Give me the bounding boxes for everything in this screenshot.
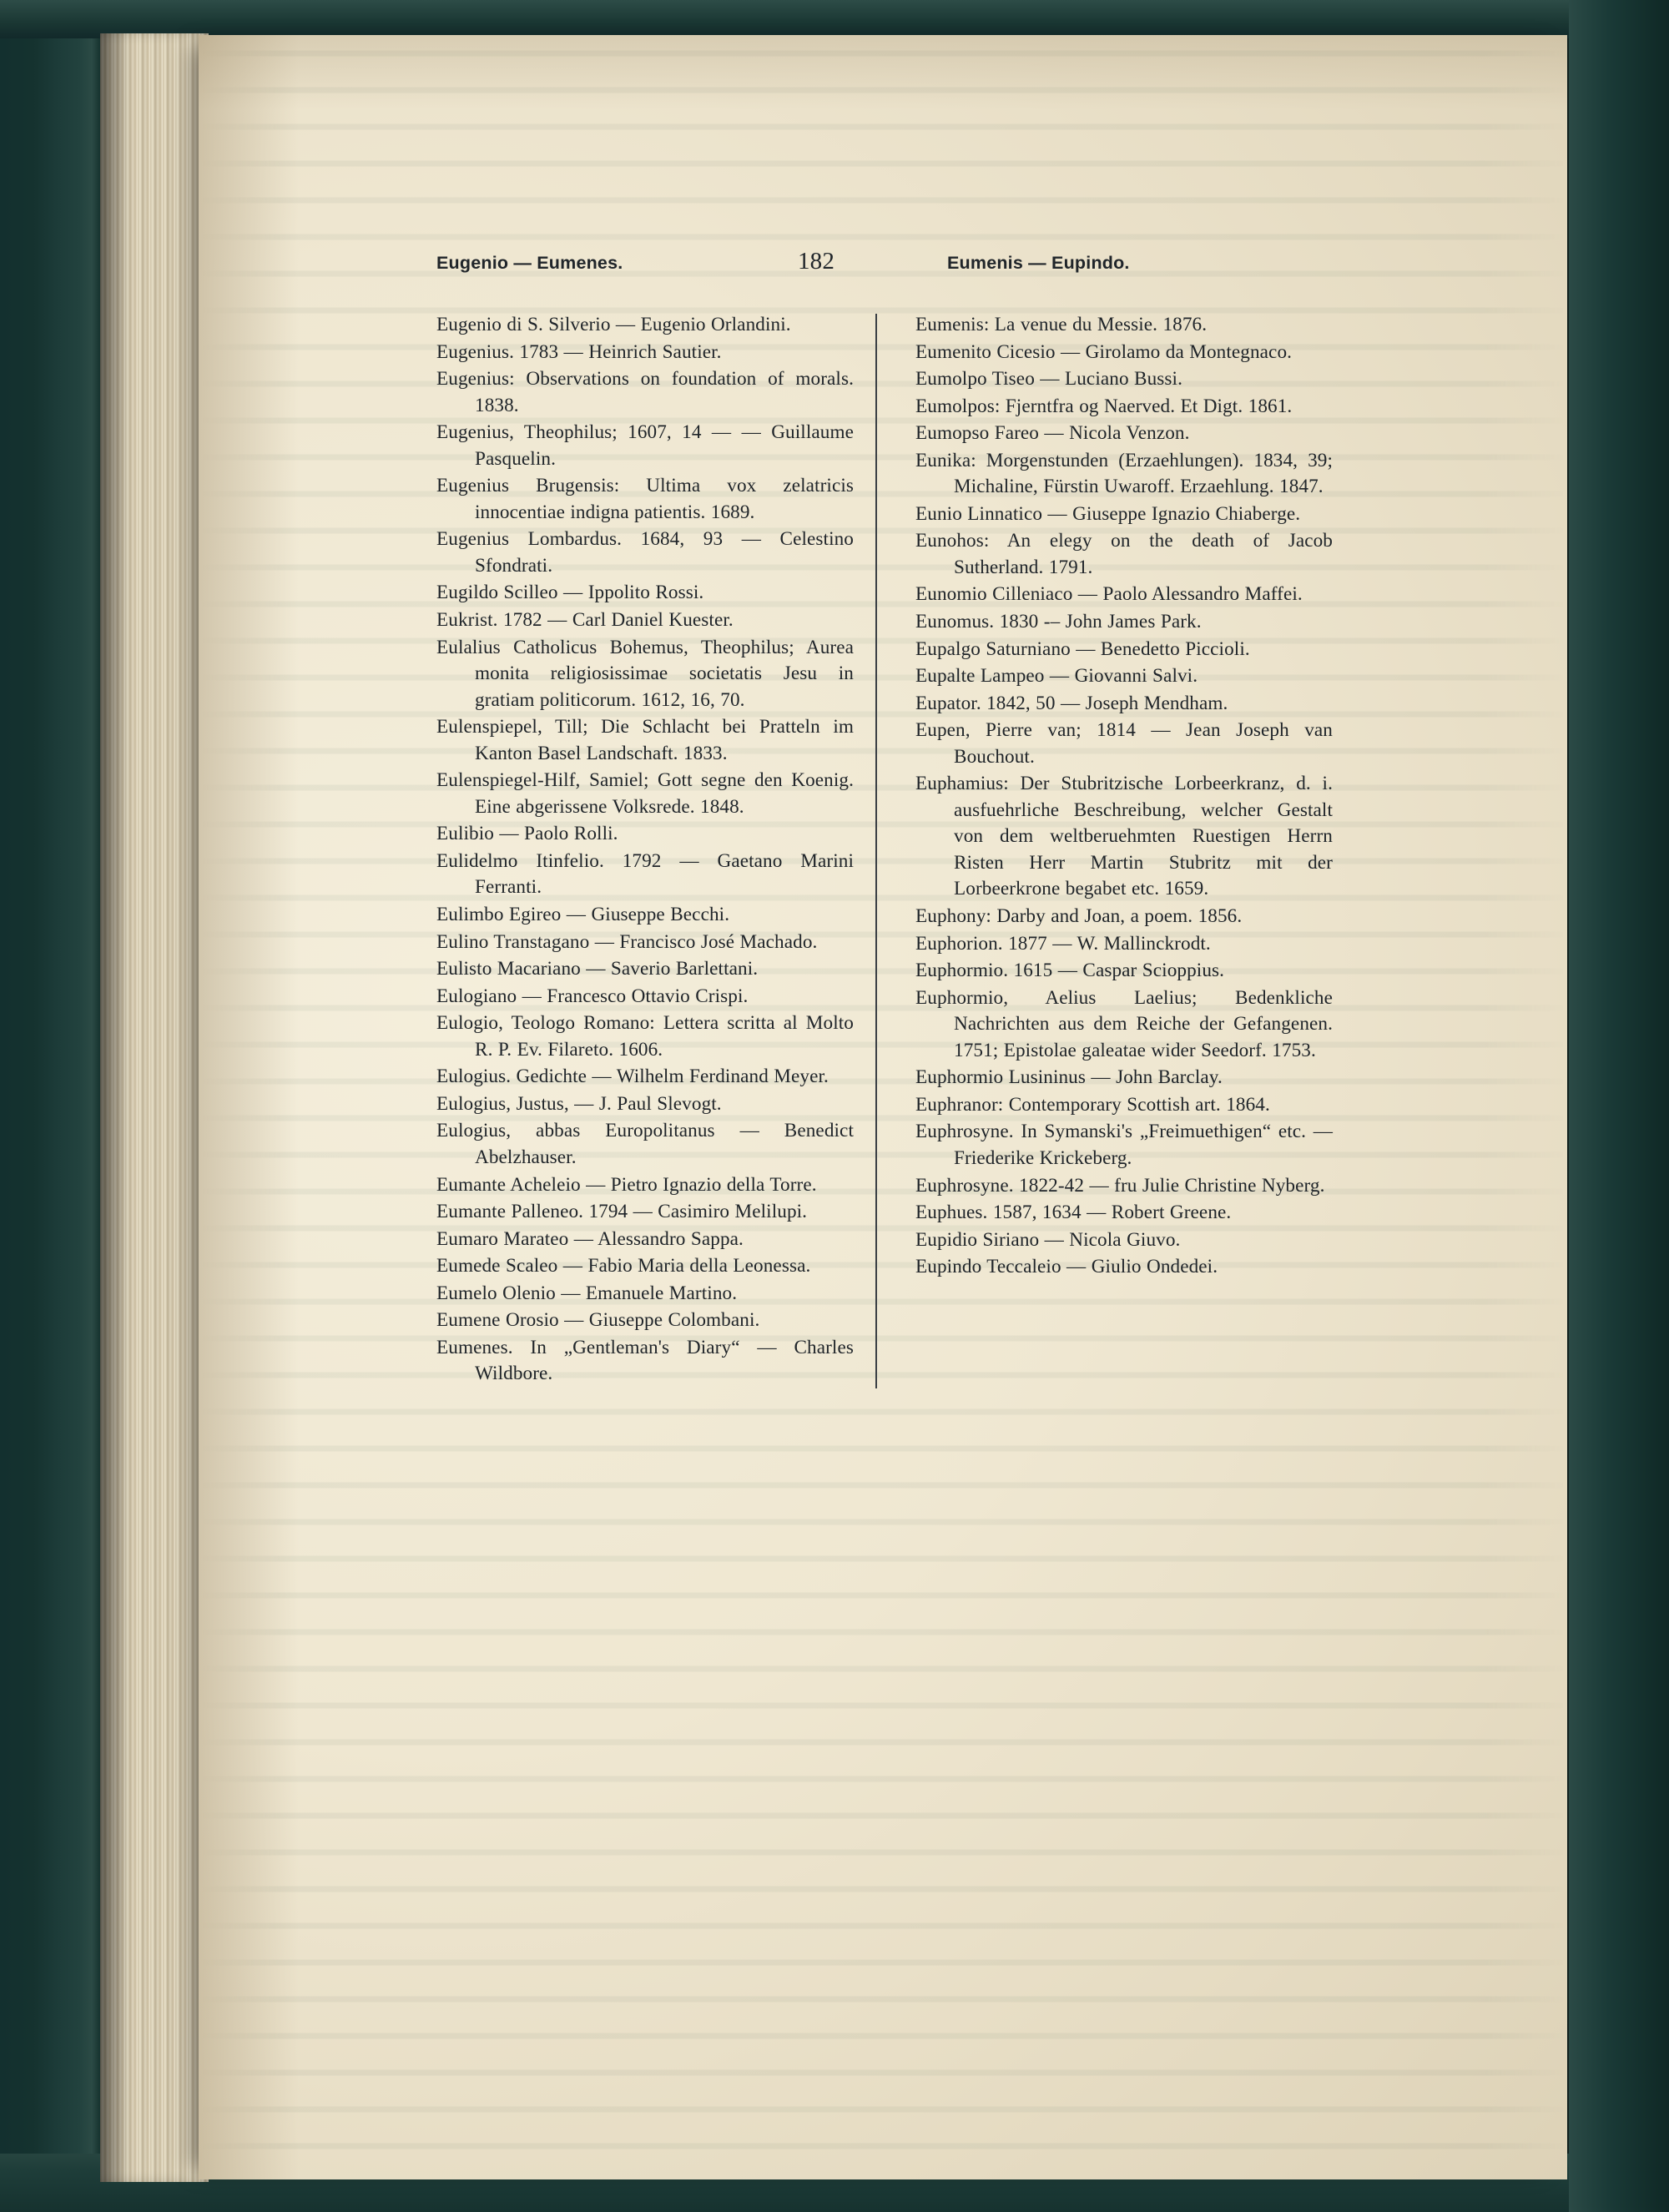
dictionary-entry: Euphamius: Der Stubritzische Lorbeerkranz, d. i. ausfuehrliche Beschreibung, welcher Gestalt von dem weltberuehmten Ruestigen Herrn Risten Herr Martin Stubritz mit der Lorbeerkrone begabet etc. 1659.: [915, 773, 1333, 900]
running-head-right: Eumenis — Eupindo.: [947, 253, 1130, 273]
column-left: [436, 312, 875, 1388]
dictionary-entry: Eunomio Cilleniaco — Paolo Alessandro Maffei.: [915, 583, 1303, 606]
dictionary-entry: Eugenius. 1783 — Heinrich Sautier.: [436, 340, 722, 363]
gutter-shadow: [100, 33, 130, 2182]
dictionary-entry: Eulogius, abbas Europolitanus — Benedict Abelzhauser.: [436, 1120, 854, 1168]
dictionary-entry: Eugenio di S. Silverio — Eugenio Orlandini.: [436, 314, 791, 335]
dictionary-entry: Euphues. 1587, 1634 — Robert Greene.: [915, 1202, 1232, 1224]
dictionary-entry: Eugenius: Observations on foundation of morals. 1838.: [436, 368, 854, 416]
dictionary-entry: Eumenito Cicesio — Girolamo da Montegnaco.: [915, 340, 1293, 363]
dictionary-entry: Eumaro Marateo — Alessandro Sappa.: [436, 1227, 744, 1250]
dictionary-entry: Eukrist. 1782 — Carl Daniel Kuester.: [436, 609, 734, 632]
dictionary-entry: Euphormio Lusininus — John Barclay.: [915, 1066, 1223, 1089]
dictionary-entry: Eumenes. In „Gentleman's Diary“ — Charles Wildbore.: [436, 1336, 854, 1385]
dictionary-entry: Eumenis: La venue du Messie. 1876.: [915, 314, 1208, 335]
dictionary-entry: Euphranor: Contemporary Scottish art. 1864.: [915, 1093, 1270, 1116]
dictionary-entry: Eulisto Macariano — Saverio Barlettani.: [436, 958, 759, 980]
dictionary-entry: Eunomus. 1830 -– John James Park.: [915, 611, 1202, 633]
book-page: [199, 35, 1567, 2179]
dictionary-entry: Eunika: Morgenstunden (Erzaehlungen). 1834, 39; Michaline, Fürstin Uwaroff. Erzaehlung. 1847.: [915, 449, 1333, 498]
dictionary-entry: Eupindo Teccaleio — Giulio Ondedei.: [915, 1256, 1218, 1278]
column-right: [877, 312, 1333, 1388]
dictionary-entry: Euphrosyne. 1822-42 — fru Julie Christine Nyberg.: [915, 1174, 1325, 1197]
dictionary-entry: Eulidelmo Itinfelio. 1792 — Gaetano Marini Ferranti.: [436, 849, 854, 899]
dictionary-entry: Eugenius, Theophilus; 1607, 14 — — Guillaume Pasquelin.: [436, 421, 854, 470]
dictionary-entry: Eunio Linnatico — Giuseppe Ignazio Chiaberge.: [915, 502, 1301, 525]
dictionary-entry: Eumede Scaleo — Fabio Maria della Leonessa.: [436, 1255, 811, 1277]
dictionary-entry: Eulogio, Teologo Romano: Lettera scritta al Molto R. P. Ev. Filareto. 1606.: [436, 1012, 854, 1061]
dictionary-entry: Eugenius Lombardus. 1684, 93 — Celestino Sfondrati.: [436, 528, 854, 577]
dictionary-entry: Eumopso Fareo — Nicola Venzon.: [915, 422, 1190, 445]
page-number: 182: [797, 248, 835, 275]
dictionary-entry: Euphony: Darby and Joan, a poem. 1856.: [915, 905, 1243, 928]
page-content: [436, 248, 1346, 1388]
dictionary-entry: Eupalgo Saturniano — Benedetto Piccioli.: [915, 637, 1250, 660]
dictionary-entry: Eumelo Olenio — Emanuele Martino.: [436, 1282, 738, 1304]
book-cover-right-edge: [1569, 0, 1669, 2212]
two-column-body: [436, 312, 1346, 1388]
dictionary-entry: Eumolpo Tiseo — Luciano Bussi.: [915, 368, 1182, 391]
dictionary-entry: Eulenspiepel, Till; Die Schlacht bei Pratteln im Kanton Basel Landschaft. 1833.: [436, 716, 854, 764]
dictionary-entry: Eulogiano — Francesco Ottavio Crispi.: [436, 985, 749, 1007]
running-header: [436, 248, 1346, 275]
dictionary-entry: Eumene Orosio — Giuseppe Colombani.: [436, 1309, 760, 1332]
dictionary-entry: Eulino Transtagano — Francisco José Machado.: [436, 930, 818, 953]
dictionary-entry: Eulimbo Egireo — Giuseppe Becchi.: [436, 904, 730, 926]
dictionary-entry: Eulenspiegel-Hilf, Samiel; Gott segne den Koenig. Eine abgerissene Volksrede. 1848.: [436, 769, 854, 818]
book-cover-top-edge: [0, 0, 1669, 38]
dictionary-entry: Euphrosyne. In Symanski's „Freimuethigen“ etc. — Friederike Krickeberg.: [915, 1121, 1333, 1169]
dictionary-entry: Eugildo Scilleo — Ippolito Rossi.: [436, 582, 704, 604]
page-stain-top: [199, 35, 1567, 110]
dictionary-entry: Eupalte Lampeo — Giovanni Salvi.: [915, 665, 1198, 688]
dictionary-entry: Eulogius. Gedichte — Wilhelm Ferdinand Meyer.: [436, 1066, 829, 1088]
dictionary-entry: Euphormio, Aelius Laelius; Bedenkliche Nachrichten aus dem Reiche der Gefangenen. 1751; Epistolae galeatae wider Seedorf. 1753.: [915, 986, 1333, 1061]
dictionary-entry: Eulalius Catholicus Bohemus, Theophilus; Aurea monita religiosissimae societatis Jesu in gratiam politicorum. 1612, 16, 70.: [436, 636, 854, 711]
dictionary-entry: Euphormio. 1615 — Caspar Scioppius.: [915, 960, 1225, 982]
dictionary-entry: Eumolpos: Fjerntfra og Naerved. Et Digt. 1861.: [915, 395, 1293, 417]
dictionary-entry: Eupidio Siriano — Nicola Giuvo.: [915, 1228, 1181, 1251]
dictionary-entry: Eupator. 1842, 50 — Joseph Mendham.: [915, 692, 1228, 714]
dictionary-entry: Eulibio — Paolo Rolli.: [436, 823, 618, 845]
dictionary-entry: Euphorion. 1877 — W. Mallinckrodt.: [915, 932, 1211, 955]
dictionary-entry: Eulogius, Justus, — J. Paul Slevogt.: [436, 1092, 722, 1115]
dictionary-entry: Eugenius Brugensis: Ultima vox zelatricis innocentiae indigna patientis. 1689.: [436, 475, 854, 523]
dictionary-entry: Eumante Palleneo. 1794 — Casimiro Melilupi.: [436, 1201, 808, 1223]
dictionary-entry: Eupen, Pierre van; 1814 — Jean Joseph van Bouchout.: [915, 719, 1333, 768]
dictionary-entry: Eunohos: An elegy on the death of Jacob Sutherland. 1791.: [915, 530, 1333, 578]
page-stain-left: [199, 35, 299, 2179]
dictionary-entry: Eumante Acheleio — Pietro Ignazio della Torre.: [436, 1173, 817, 1196]
running-head-left: Eugenio — Eumenes.: [436, 253, 623, 273]
